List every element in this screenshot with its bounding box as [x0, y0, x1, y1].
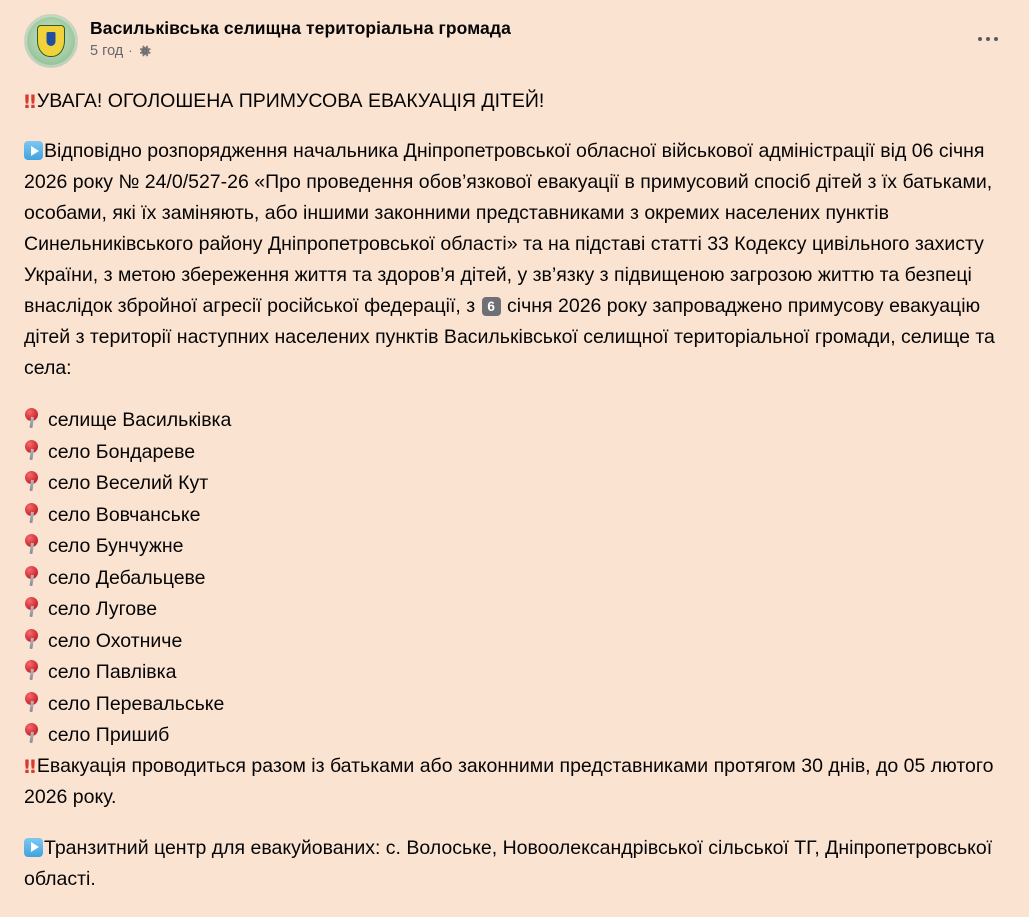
- list-item: [24, 656, 1005, 688]
- play-button-icon: [24, 838, 43, 857]
- pushpin-icon: [24, 440, 40, 462]
- day-badge: 6: [482, 297, 501, 316]
- meta-separator: ·: [128, 43, 133, 58]
- pushpin-icon: [24, 534, 40, 556]
- dot: [978, 37, 983, 42]
- page-name[interactable]: Васильківська селищна територіальна громада: [90, 18, 511, 38]
- list-item-label: село Веселий Кут: [48, 472, 209, 494]
- post-transit-paragraph: [24, 833, 1005, 895]
- pushpin-icon: [24, 723, 40, 745]
- post-header-text: [90, 14, 511, 60]
- post-transit-text: Транзитний центр для евакуйованих: с. Волоське, Новоолександрівської сільської ТГ, Дніпропетровської області.: [24, 836, 993, 890]
- pushpin-icon: [24, 629, 40, 651]
- dot: [986, 37, 991, 42]
- post-duration-paragraph: [24, 751, 1005, 813]
- list-item-label: село Павлівка: [48, 661, 177, 683]
- evacuation-settlements-list: [24, 404, 1005, 751]
- play-button-icon: [24, 141, 43, 160]
- list-item-label: селище Васильківка: [48, 409, 232, 431]
- post-main-paragraph-part2: січня 2026 року запроваджено примусову евакуацію дітей з території наступних населених пунктів Васильківської селищної територіальної громади, селище та села:: [24, 295, 995, 379]
- double-exclamation-icon: ‼: [24, 91, 35, 113]
- post-duration-text: Евакуація проводиться разом із батьками або законними представниками протягом 30 днів, до 05 лютого 2026 року.: [24, 754, 994, 808]
- post-meta: [90, 42, 511, 60]
- list-item: [24, 719, 1005, 751]
- gear-icon[interactable]: [138, 44, 152, 58]
- list-item-label: село Охотниче: [48, 629, 183, 652]
- list-item: [24, 436, 1005, 468]
- list-item: [24, 404, 1005, 436]
- pushpin-icon: [24, 408, 40, 430]
- list-item-label: село Лугове: [48, 598, 158, 620]
- list-item-label: село Перевальське: [48, 692, 225, 715]
- post-main-paragraph: [24, 136, 1005, 384]
- list-item-label: село Бондареве: [48, 440, 196, 463]
- post-headline-text: УВАГА! ОГОЛОШЕНА ПРИМУСОВА ЕВАКУАЦІЯ ДІТЕЙ!: [36, 90, 545, 112]
- list-item: [24, 499, 1005, 531]
- avatar[interactable]: [24, 14, 78, 68]
- pushpin-icon: [24, 566, 40, 588]
- list-item-label: село Бунчужне: [48, 535, 184, 557]
- list-item: [24, 530, 1005, 562]
- post-more-options-button[interactable]: [971, 22, 1005, 56]
- pushpin-icon: [24, 471, 40, 493]
- double-exclamation-icon: ‼: [24, 755, 35, 778]
- list-item-label: село Пришиб: [48, 724, 170, 746]
- post-body: [24, 86, 1005, 917]
- list-item: [24, 625, 1005, 657]
- dot: [994, 37, 999, 42]
- post-header: [24, 14, 1005, 68]
- post-headline: [24, 86, 1005, 116]
- list-item: [24, 688, 1005, 720]
- pushpin-icon: [24, 597, 40, 619]
- list-item-label: село Дебальцеве: [48, 566, 206, 589]
- pushpin-icon: [24, 692, 40, 714]
- post-timestamp[interactable]: 5 год: [90, 43, 124, 59]
- pushpin-icon: [24, 660, 40, 682]
- list-item: [24, 562, 1005, 594]
- list-item-label: село Вовчанське: [48, 503, 201, 526]
- list-item: [24, 593, 1005, 625]
- pushpin-icon: [24, 503, 40, 525]
- list-item: [24, 467, 1005, 499]
- coat-of-arms-icon: [37, 25, 65, 57]
- post-bottom-spacer: [24, 895, 1005, 917]
- post-main-paragraph-part1: Відповідно розпорядження начальника Дніпропетровської обласної військової адміністрації від 06 січня 2026 року № 24/0/527-26 «Про проведення обов’язкової евакуації в примусовий спосіб дітей з їх батьками, особами, які їх заміняють, або іншими законними представниками з окремих населених пунктів Синельниківського району Дніпропетровської області» та на підставі статті 33 Кодексу цивільного захисту України, з метою збереження життя та здоров’я дітей, у зв’язку з підвищеною загрозою життю та безпеці внаслідок збройної агресії російської федерації, з: [24, 140, 993, 317]
